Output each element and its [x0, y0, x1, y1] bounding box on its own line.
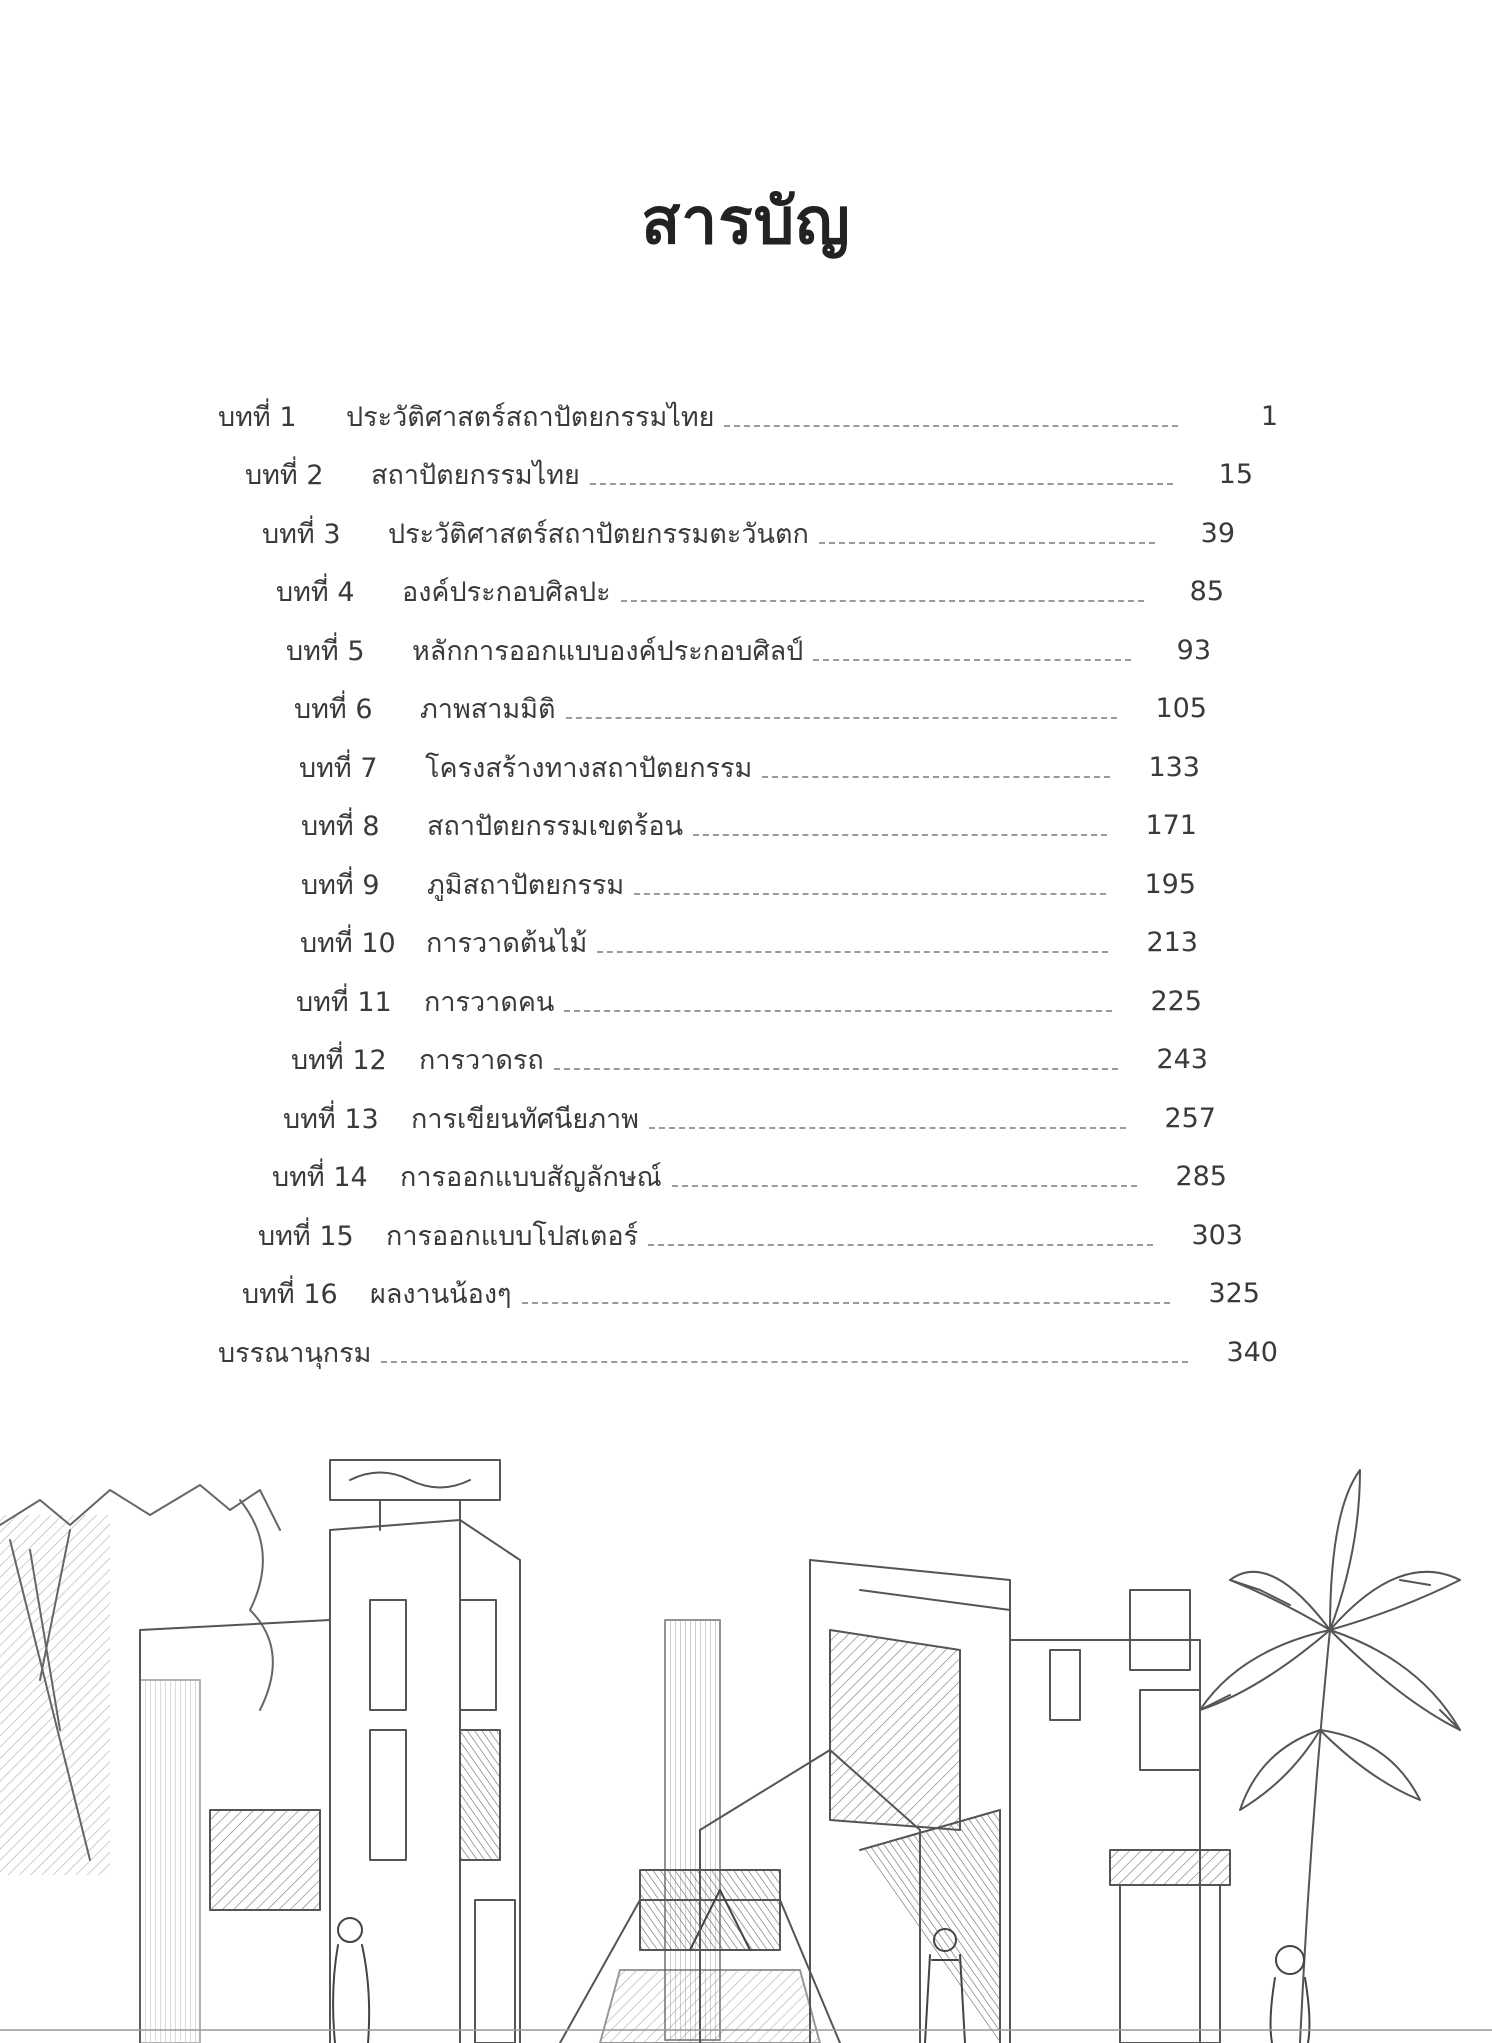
- chapter-number: บทที่ 16: [242, 1278, 338, 1310]
- page-number: 243: [1156, 1043, 1208, 1075]
- toc-entry[interactable]: [301, 864, 1196, 904]
- page-number: 171: [1145, 809, 1197, 841]
- chapter-title: การวาดต้นไม้: [426, 927, 588, 959]
- dot-leader: [554, 1068, 1118, 1070]
- toc-entry[interactable]: [245, 454, 1253, 494]
- page-number: 257: [1164, 1102, 1216, 1134]
- toc-entry[interactable]: [258, 1215, 1243, 1255]
- chapter-number: บทที่ 15: [258, 1220, 354, 1252]
- page-number: 225: [1150, 985, 1202, 1017]
- toc-entry[interactable]: [299, 747, 1200, 787]
- person-figure-far-right: [1271, 1946, 1310, 2043]
- chapter-number: บทที่ 7: [299, 752, 378, 784]
- dot-leader: [819, 542, 1155, 544]
- chapter-number: บทที่ 9: [301, 869, 380, 901]
- chapter-title: ภาพสามมิติ: [420, 693, 556, 725]
- toc-entry[interactable]: [276, 571, 1224, 611]
- page-number: 85: [1189, 575, 1224, 607]
- dot-leader: [672, 1185, 1137, 1187]
- page-number: 195: [1144, 868, 1196, 900]
- page-number: 213: [1146, 926, 1198, 958]
- chapter-number: บทที่ 3: [262, 518, 341, 550]
- page-number: 39: [1200, 517, 1235, 549]
- toc-entry[interactable]: [242, 1273, 1260, 1313]
- page-number: 340: [1226, 1336, 1278, 1368]
- chapter-title: ผลงานน้องๆ: [370, 1278, 512, 1310]
- chapter-title: โครงสร้างทางสถาปัตยกรรม: [425, 752, 753, 784]
- dot-leader: [564, 1010, 1112, 1012]
- toc-entry-bibliography[interactable]: [218, 1332, 1278, 1372]
- dot-leader: [566, 717, 1117, 719]
- dot-leader: [724, 425, 1178, 427]
- dot-leader: [648, 1244, 1153, 1246]
- page-number: 15: [1218, 458, 1253, 490]
- chapter-title: การวาดรถ: [419, 1044, 544, 1076]
- dot-leader: [813, 659, 1131, 661]
- chapter-title: ภูมิสถาปัตยกรรม: [427, 869, 625, 901]
- chapter-title: สถาปัตยกรรมเขตร้อน: [427, 810, 684, 842]
- toc-entry[interactable]: [294, 688, 1207, 728]
- toc-entry[interactable]: [283, 1098, 1216, 1138]
- chapter-number: บทที่ 6: [294, 693, 373, 725]
- dot-leader: [693, 834, 1107, 836]
- chapter-title: หลักการออกแบบองค์ประกอบศิลป์: [412, 635, 804, 667]
- page-number: 303: [1191, 1219, 1243, 1251]
- page-title: สารบัญ: [641, 185, 851, 259]
- chapter-number: บทที่ 8: [301, 810, 380, 842]
- chapter-number: บทที่ 10: [300, 927, 396, 959]
- chapter-title: ประวัติศาสตร์สถาปัตยกรรมไทย: [346, 401, 715, 433]
- chapter-number: บทที่ 1: [218, 401, 297, 433]
- chapter-title: การเขียนทัศนียภาพ: [411, 1103, 639, 1135]
- person-figure-left: [333, 1918, 369, 2043]
- chapter-number: บทที่ 12: [291, 1044, 387, 1076]
- dot-leader: [621, 600, 1144, 602]
- dot-leader: [381, 1361, 1188, 1363]
- page-number: 93: [1176, 634, 1211, 666]
- page-number: 133: [1148, 751, 1200, 783]
- bibliography-title: บรรณานุกรม: [218, 1337, 372, 1369]
- toc-entry[interactable]: [286, 630, 1211, 670]
- page-number: 285: [1175, 1160, 1227, 1192]
- chapter-number: บทที่ 11: [296, 986, 392, 1018]
- building-left: [140, 1460, 520, 2043]
- toc-entry[interactable]: [291, 1039, 1208, 1079]
- toc-entry[interactable]: [296, 981, 1202, 1021]
- dot-leader: [597, 951, 1108, 953]
- chapter-number: บทที่ 14: [272, 1161, 368, 1193]
- page-number: 105: [1155, 692, 1207, 724]
- dot-leader: [762, 776, 1110, 778]
- dot-leader: [522, 1302, 1170, 1304]
- chapter-number: บทที่ 4: [276, 576, 355, 608]
- dot-leader: [634, 893, 1106, 895]
- page-number: 1: [1260, 400, 1278, 432]
- chapter-title: การออกแบบโปสเตอร์: [386, 1220, 639, 1252]
- chapter-title: การออกแบบสัญลักษณ์: [400, 1161, 662, 1193]
- street-sketch-illustration: [0, 1430, 1492, 2043]
- toc-entry[interactable]: [272, 1156, 1227, 1196]
- dot-leader: [649, 1127, 1126, 1129]
- page-number: 325: [1208, 1277, 1260, 1309]
- dot-leader: [590, 483, 1173, 485]
- toc-entry[interactable]: [218, 396, 1278, 436]
- chapter-number: บทที่ 13: [283, 1103, 379, 1135]
- chapter-number: บทที่ 5: [286, 635, 365, 667]
- chapter-title: ประวัติศาสตร์สถาปัตยกรรมตะวันตก: [388, 518, 809, 550]
- palm-tree-right: [1200, 1470, 1460, 2043]
- chapter-title: สถาปัตยกรรมไทย: [371, 459, 580, 491]
- chapter-title: การวาดคน: [424, 986, 555, 1018]
- chapter-title: องค์ประกอบศิลปะ: [402, 576, 611, 608]
- toc-entry[interactable]: [262, 513, 1235, 553]
- toc-entry[interactable]: [301, 805, 1197, 845]
- toc-entry[interactable]: [300, 922, 1198, 962]
- chapter-number: บทที่ 2: [245, 459, 324, 491]
